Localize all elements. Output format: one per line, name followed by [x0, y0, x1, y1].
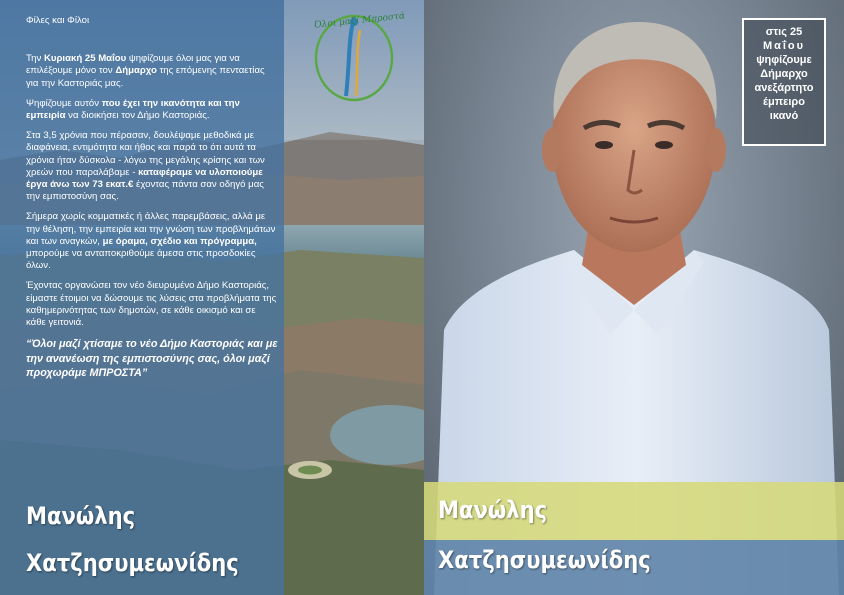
last-name: Χατζησυμεωνίδης: [438, 546, 651, 574]
text: ψηφίζουμε όλοι μας για να επιλέξουμε μόνο τον: [26, 53, 240, 77]
paragraph-experience: [26, 98, 278, 122]
figure-icon: [346, 18, 354, 96]
text: έχοντας πάντα σαν οδηγό μας την εμπιστοσύνη σας.: [26, 179, 264, 203]
vision-phrase: με όραμα, σχέδιο και πρόγραμμα,: [102, 235, 257, 247]
paragraph-vision: [26, 211, 278, 272]
first-name: Μανώλης: [26, 502, 136, 530]
first-name: Μανώλης: [438, 496, 548, 524]
campaign-quote: “Όλοι μαζί χτίσαμε το νέο Δήμο Καστοριάς και με την ανανέωση της εμπιστοσύνης σας, όλοι μαζί προχωράμε ΜΠΡΟΣΤΑ”: [26, 338, 278, 380]
date-line: Μαΐου: [762, 40, 806, 52]
date-line: ψηφίζουμε: [756, 54, 812, 66]
text: να διοικήσει τον Δήμο Καστοριάς.: [65, 110, 210, 122]
vote-date: Κυριακή 25 Μαΐου: [43, 53, 127, 65]
text: της επόμενης πενταετίας για την Καστοριάς μας.: [26, 65, 265, 89]
last-name: Χατζησυμεωνίδης: [26, 549, 239, 577]
right-page: [424, 0, 844, 595]
logo-text: Όλοι μαζί Μπροστά: [313, 11, 406, 31]
letter-body: [26, 15, 278, 389]
experience-phrase: που έχει την ικανότητα και την εμπειρία: [26, 97, 240, 122]
paragraph-achievements: [26, 130, 278, 203]
greeting: Φίλες και Φίλοι: [26, 15, 90, 26]
date-line: έμπειρο: [763, 96, 805, 108]
date-line: ικανό: [769, 110, 799, 122]
date-line: ανεξάρτητο: [754, 82, 814, 94]
paragraph-vote-date: [26, 53, 278, 90]
mayor-word: Δήμαρχο: [115, 65, 157, 77]
date-line: στις 25: [765, 26, 803, 38]
text: Στα 3,5 χρόνια που πέρασαν, δουλέψαμε μεθοδικά με διαφάνεια, εντιμότητα και ήθος και παρά το ότι αυτά τα χρόνια ήταν δύσκολα - λόγω της μεγάλης κρίσης και των χρεών που παραλάβαμε -: [26, 130, 265, 178]
text: μπορούμε να ανταποκριθούμε άμεσα στις προσδοκίες όλων.: [26, 248, 256, 272]
text: Την: [26, 53, 44, 65]
candidate-name-left: [26, 496, 239, 583]
achievement-phrase: καταφέραμε να υλοποιούμε έργα άνω των 73 εκατ.€: [26, 166, 263, 191]
election-date-box: [742, 18, 826, 146]
candidate-name-right: [438, 490, 651, 580]
text: Ψηφίζουμε αυτόν: [26, 97, 102, 109]
text: Σήμερα χωρίς κομματικές ή άλλες παρεμβάσεις, αλλά με την θέληση, την εμπειρία και την γνώση των προβλημάτων και των αναγκών,: [26, 211, 276, 247]
paragraph-organization: Έχοντας οργανώσει τον νέο διευρυμένο Δήμο Καστοριάς, είμαστε έτοιμοι να δώσουμε τις λύσεις στα προβλήματα της καθημερινότητας των δημοτών, σε κάθε οικισμό και σε κάθε γειτονιά.: [26, 280, 277, 329]
date-line: Δήμαρχο: [760, 68, 808, 80]
logo-area: [284, 0, 424, 140]
